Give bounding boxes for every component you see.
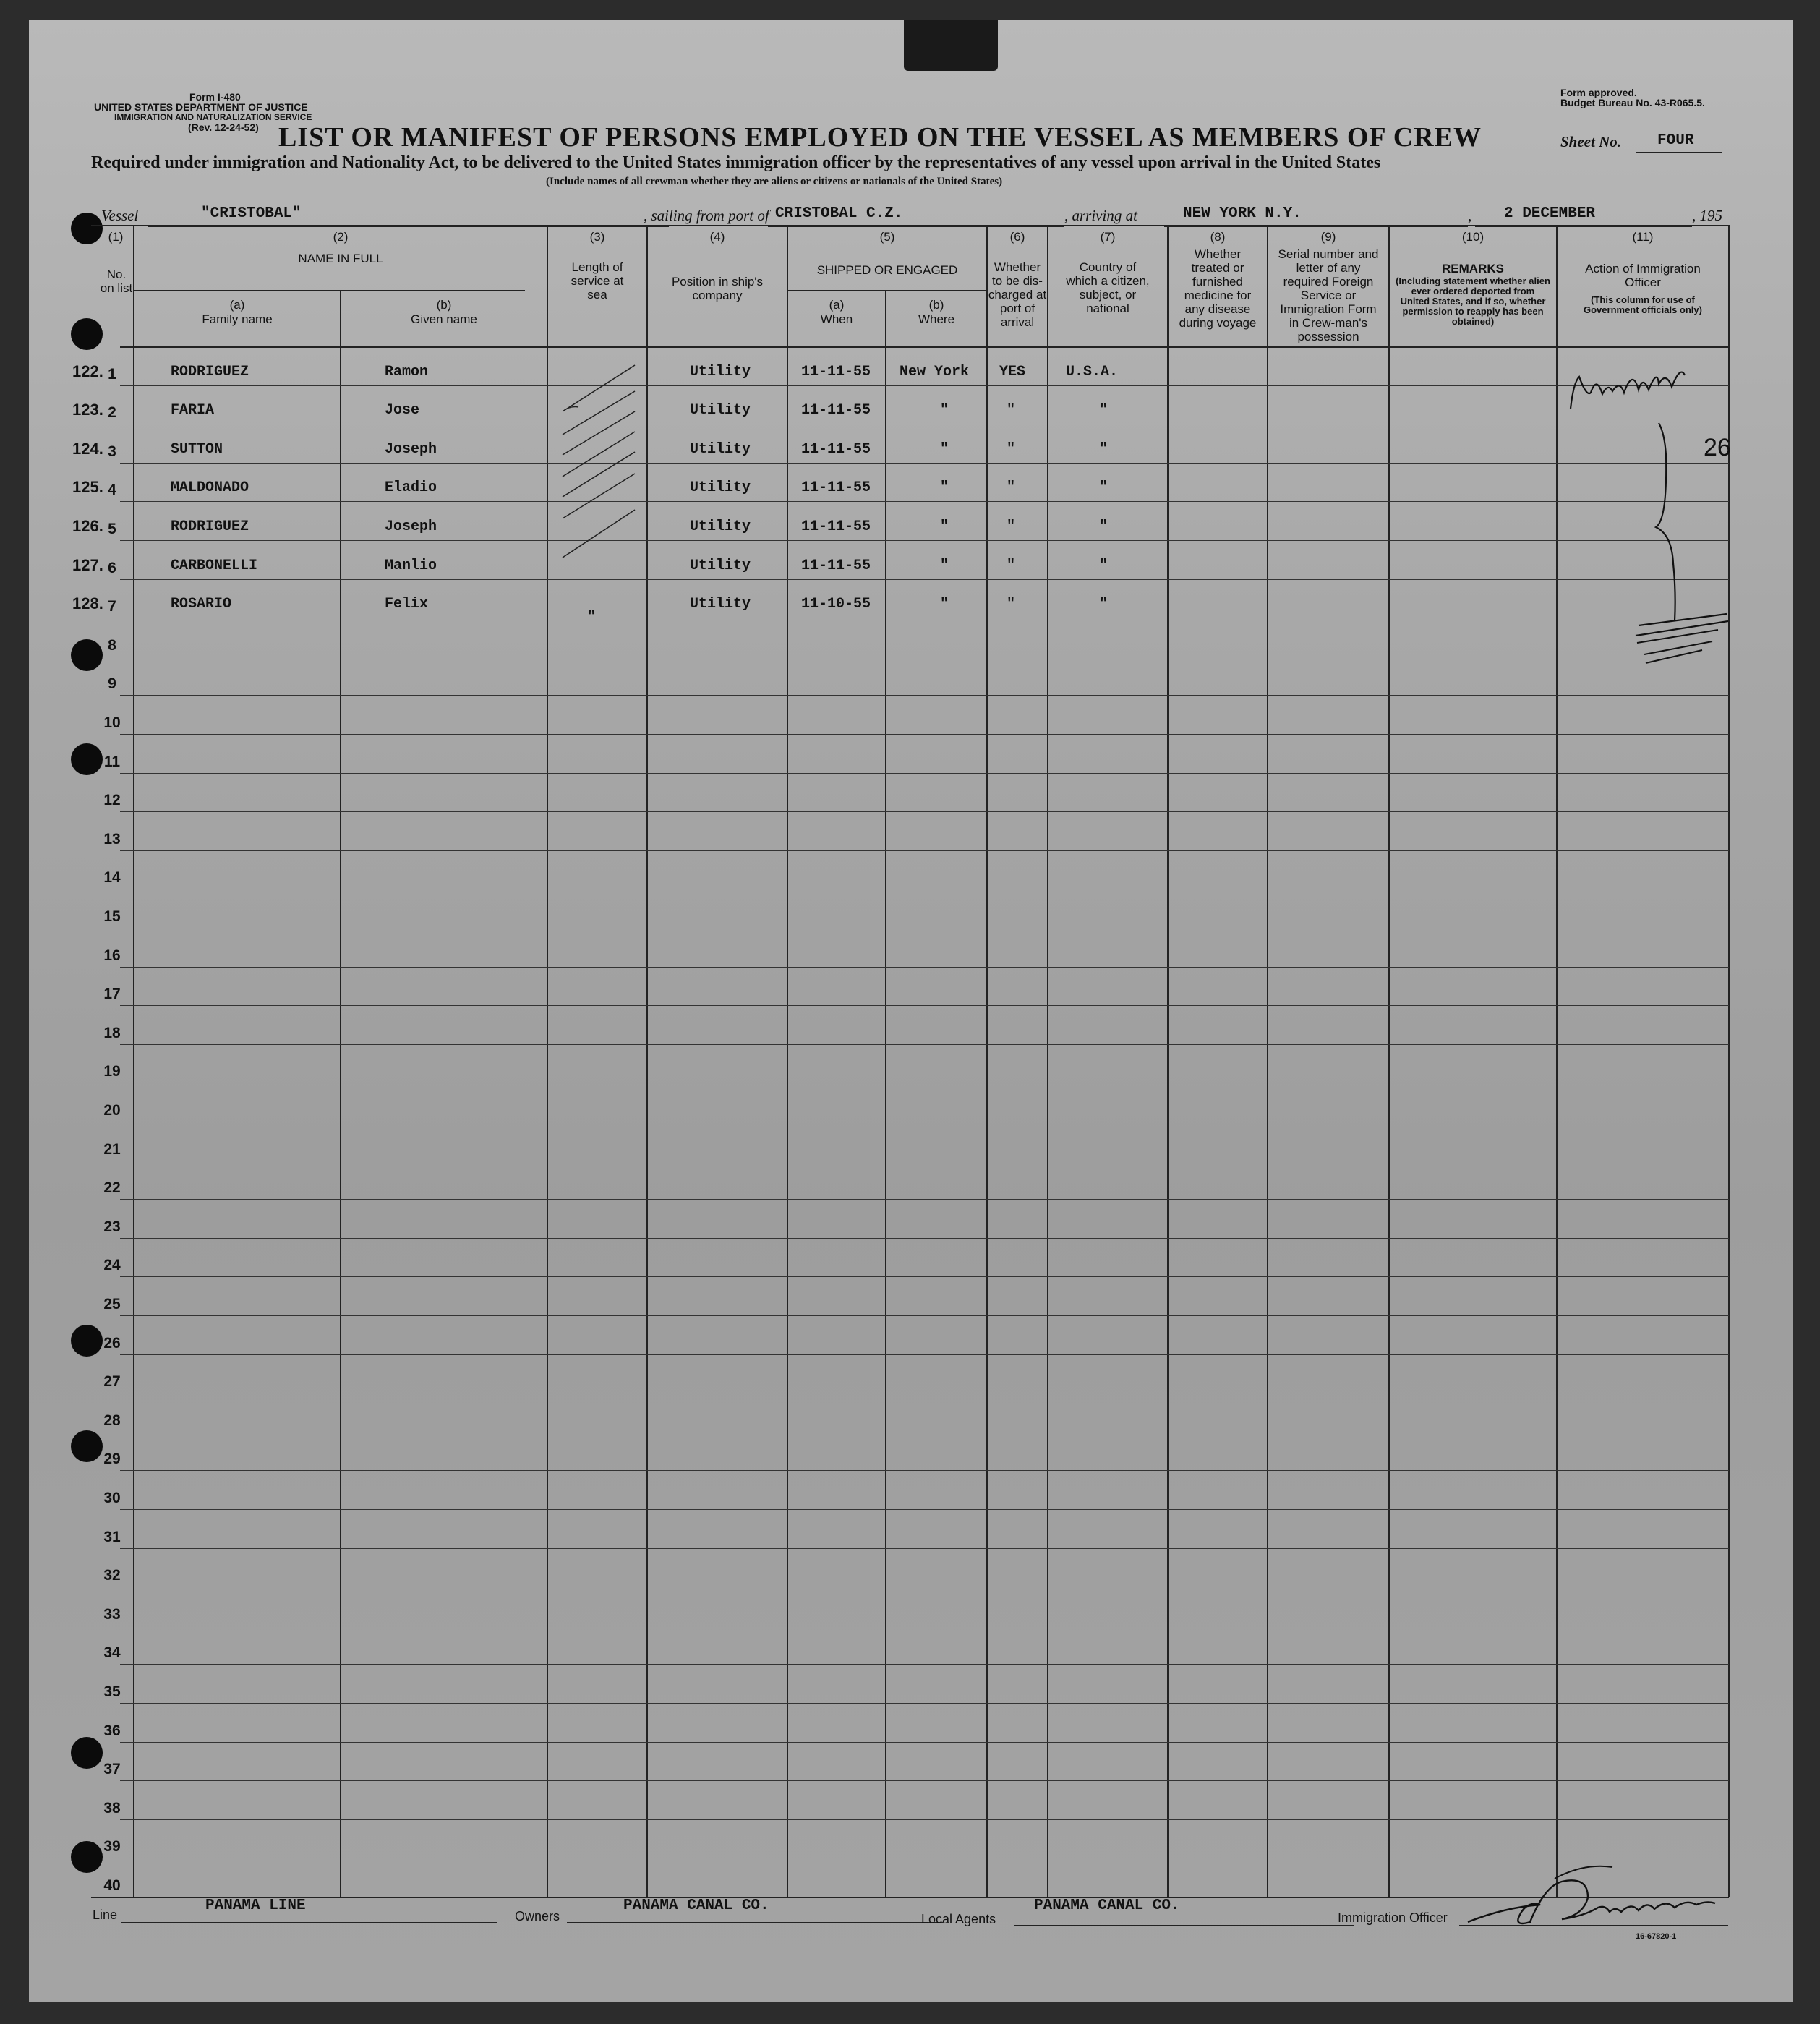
line-value: PANAMA LINE <box>205 1897 306 1914</box>
crew-discharged: " <box>1007 402 1016 419</box>
row-rule <box>120 1742 1729 1743</box>
row-rule <box>120 579 1729 580</box>
row-number: 10 <box>103 714 121 731</box>
row-rule <box>120 734 1729 735</box>
port-of-departure: CRISTOBAL C.Z. <box>775 205 903 222</box>
col8-header: Whether treated or furnished medicine for any disease during voyage <box>1179 247 1257 330</box>
col11-note: (This column for use of Government officials only) <box>1584 294 1702 315</box>
col10-note: (Including statement whether alien ever ordered deported from United States, and if so, whether permission to reapply has been obtained) <box>1396 276 1550 327</box>
row-number: 31 <box>103 1528 121 1545</box>
list-number-prefix: 122. <box>72 362 103 380</box>
arriving-label: , arriving at <box>1064 207 1137 224</box>
row-number: 1 <box>108 365 116 383</box>
row-number: 15 <box>103 908 121 925</box>
officer-signature <box>1461 1857 1735 1929</box>
col7-number: (7) <box>1100 230 1116 244</box>
crew-where: New York <box>900 363 970 380</box>
row-number: 40 <box>103 1877 121 1894</box>
crew-given: Ramon <box>385 363 429 380</box>
sheet-number: FOUR <box>1657 132 1694 149</box>
col2-number: (2) <box>333 230 349 244</box>
crew-discharged: " <box>1007 479 1016 497</box>
row-number: 5 <box>108 521 116 537</box>
crew-when: 11-11-55 <box>801 479 871 497</box>
comma: , <box>1468 207 1472 224</box>
row-rule <box>120 1199 1729 1200</box>
col2-header: NAME IN FULL <box>298 252 383 265</box>
crew-when: 11-11-55 <box>801 363 871 380</box>
row-rule <box>120 1703 1729 1704</box>
row-rule <box>120 463 1729 464</box>
crew-family: FARIA <box>171 402 215 419</box>
crew-position: Utility <box>690 596 751 613</box>
row-rule <box>120 1315 1729 1316</box>
col5a-header: When <box>820 312 853 326</box>
col8-number: (8) <box>1210 230 1226 244</box>
row-number: 2 <box>108 404 116 422</box>
crew-position: Utility <box>690 363 751 380</box>
list-number-prefix: 126. <box>72 517 103 535</box>
crew-when: 11-11-55 <box>801 440 871 458</box>
crew-where: " <box>940 557 949 574</box>
crew-discharged: " <box>1007 557 1016 574</box>
crew-family: RODRIGUEZ <box>171 518 249 535</box>
row-number: 38 <box>103 1799 121 1816</box>
crew-country: " <box>1099 596 1108 613</box>
crew-given: Felix <box>385 596 429 613</box>
col6-number: (6) <box>1009 230 1025 244</box>
col5b-header: Where <box>918 312 955 326</box>
department: UNITED STATES DEPARTMENT OF JUSTICE <box>94 101 308 113</box>
row-rule <box>120 695 1729 696</box>
crew-given: Manlio <box>385 557 437 574</box>
owners-label: Owners <box>515 1909 560 1923</box>
row-number: 18 <box>103 1024 121 1041</box>
row-number: 39 <box>103 1838 121 1856</box>
budget-bureau: Budget Bureau No. 43-R065.5. <box>1560 97 1705 108</box>
row-rule <box>120 1044 1729 1045</box>
crew-family: RODRIGUEZ <box>171 363 249 380</box>
length-of-service-7: " <box>587 609 597 625</box>
row-rule <box>120 385 1729 386</box>
crew-discharged: " <box>1007 518 1016 535</box>
arrival-year: , 195 <box>1692 207 1722 224</box>
owners-value: PANAMA CANAL CO. <box>623 1897 769 1914</box>
row-number: 3 <box>108 443 116 460</box>
row-number: 11 <box>103 753 121 770</box>
row-number: 33 <box>103 1605 121 1623</box>
row-number: 17 <box>103 986 121 1003</box>
punch-hole <box>71 318 103 350</box>
col1-header: No. on list <box>100 268 133 295</box>
col5b-number: (b) <box>928 298 944 312</box>
row-number: 35 <box>103 1683 121 1700</box>
crew-position: Utility <box>690 518 751 535</box>
crew-country: " <box>1099 518 1108 535</box>
row-number: 4 <box>108 482 116 499</box>
row-number: 32 <box>103 1567 121 1584</box>
sailing-label: , sailing from port of <box>644 207 769 224</box>
row-rule <box>120 1005 1729 1006</box>
row-number: 19 <box>103 1063 121 1080</box>
row-number: 29 <box>103 1451 121 1468</box>
col5a-number: (a) <box>829 298 845 312</box>
crew-discharged: " <box>1007 596 1016 613</box>
crew-where: " <box>940 518 949 535</box>
row-rule <box>120 540 1729 541</box>
crew-country: " <box>1099 557 1108 574</box>
col11-number: (11) <box>1632 230 1654 244</box>
crew-discharged: YES <box>999 363 1026 380</box>
row-number: 13 <box>103 830 121 847</box>
row-number: 25 <box>103 1296 121 1312</box>
punch-hole <box>71 213 103 244</box>
row-number: 16 <box>103 947 121 964</box>
crew-when: 11-11-55 <box>801 402 871 419</box>
row-number: 8 <box>108 636 116 654</box>
header-bottom-border <box>120 346 1729 348</box>
row-rule <box>120 1238 1729 1239</box>
row-number: 6 <box>108 559 116 576</box>
crew-given: Joseph <box>385 518 437 535</box>
agents-value: PANAMA CANAL CO. <box>1034 1897 1180 1914</box>
subtitle: Required under immigration and Nationality Act, to be delivered to the United States immigration officer by the representatives of any vessel upon arrival in the United States <box>91 153 1381 172</box>
col6-header: Whether to be dis-charged at port of arrival <box>988 260 1047 329</box>
col10-header: REMARKS <box>1442 262 1504 276</box>
row-number: 34 <box>103 1644 121 1662</box>
revision: (Rev. 12-24-52) <box>188 121 259 133</box>
margin-number: 26 <box>1704 434 1731 461</box>
crew-when: 11-10-55 <box>801 596 871 613</box>
row-number: 22 <box>103 1179 121 1197</box>
page-title: LIST OR MANIFEST OF PERSONS EMPLOYED ON THE VESSEL AS MEMBERS OF CREW <box>278 122 1482 153</box>
col4-number: (4) <box>709 230 725 244</box>
row-number: 28 <box>103 1412 121 1429</box>
crew-position: Utility <box>690 479 751 497</box>
row-rule <box>120 811 1729 812</box>
form-number: Form I-480 <box>189 91 241 103</box>
row-number: 7 <box>108 598 116 615</box>
crew-where: " <box>940 479 949 497</box>
row-number: 24 <box>103 1257 121 1274</box>
vessel-label: Vessel <box>101 207 139 224</box>
crew-position: Utility <box>690 402 751 419</box>
row-rule <box>120 773 1729 774</box>
list-number-prefix: 125. <box>72 478 103 497</box>
col5-number: (5) <box>879 230 895 244</box>
row-rule <box>120 1354 1729 1355</box>
row-number: 37 <box>103 1761 121 1778</box>
row-rule <box>120 1470 1729 1471</box>
crew-country: " <box>1099 402 1108 419</box>
row-number: 12 <box>103 792 121 809</box>
length-of-service-marks <box>548 346 646 650</box>
agents-label: Local Agents <box>921 1912 996 1926</box>
crew-when: 11-11-55 <box>801 518 871 535</box>
col7-header: Country of which a citizen, subject, or national <box>1066 260 1150 315</box>
row-number: 9 <box>108 675 116 693</box>
row-number: 20 <box>103 1102 121 1119</box>
vessel-name: "CRISTOBAL" <box>201 205 302 222</box>
row-number: 26 <box>103 1334 121 1352</box>
crew-when: 11-11-55 <box>801 557 871 574</box>
form-approved: Form approved. <box>1560 87 1637 98</box>
row-number: 36 <box>103 1722 121 1739</box>
crew-where: " <box>940 440 949 458</box>
col4-header: Position in ship's company <box>671 275 764 302</box>
col9-number: (9) <box>1320 230 1336 244</box>
row-number: 27 <box>103 1373 121 1391</box>
port-of-arrival: NEW YORK N.Y. <box>1183 205 1302 222</box>
line-label: Line <box>93 1908 118 1922</box>
officer-initials <box>1558 346 1728 686</box>
row-rule <box>120 1819 1729 1820</box>
sheet-label: Sheet No. <box>1560 133 1621 150</box>
crew-where: " <box>940 596 949 613</box>
print-code: 16-67820-1 <box>1636 1932 1677 1941</box>
list-number-prefix: 128. <box>72 594 103 613</box>
col11-header: Action of Immigration Officer <box>1585 262 1701 289</box>
row-rule <box>120 501 1729 502</box>
col2a-header: Family name <box>202 312 273 326</box>
crew-family: SUTTON <box>171 440 223 458</box>
binder-tab <box>904 20 998 71</box>
row-number: 14 <box>103 869 121 887</box>
row-rule <box>120 1664 1729 1665</box>
row-number: 23 <box>103 1218 121 1235</box>
crew-where: " <box>940 402 949 419</box>
crew-country: " <box>1099 440 1108 458</box>
service: IMMIGRATION AND NATURALIZATION SERVICE <box>114 112 312 122</box>
crew-given: Jose <box>385 402 420 419</box>
row-rule <box>120 1548 1729 1549</box>
row-rule <box>120 1276 1729 1277</box>
row-rule <box>120 850 1729 851</box>
crew-position: Utility <box>690 440 751 458</box>
row-number: 21 <box>103 1140 121 1158</box>
list-number-prefix: 127. <box>72 555 103 574</box>
crew-discharged: " <box>1007 440 1016 458</box>
crew-position: Utility <box>690 557 751 574</box>
col3-number: (3) <box>589 230 605 244</box>
col2b-header: Given name <box>411 312 477 326</box>
row-number: 30 <box>103 1490 121 1506</box>
col5-header: SHIPPED OR ENGAGED <box>816 263 958 277</box>
officer-label: Immigration Officer <box>1338 1910 1448 1925</box>
crew-country: U.S.A. <box>1066 363 1119 380</box>
table-top-border <box>91 225 1729 226</box>
col2b-number: (b) <box>436 298 452 312</box>
col2a-number: (a) <box>229 298 245 312</box>
col3-header: Length of service at sea <box>571 260 624 302</box>
include-note: (Include names of all crewman whether they are aliens or citizens or nationals of the United States) <box>546 176 1003 187</box>
crew-family: CARBONELLI <box>171 557 258 574</box>
crew-family: ROSARIO <box>171 596 232 613</box>
crew-given: Joseph <box>385 440 437 458</box>
row-rule <box>120 1509 1729 1510</box>
col9-header: Serial number and letter of any required Foreign Service or Immigration Form in Crew-man's possession <box>1278 247 1379 343</box>
col10-number: (10) <box>1461 230 1484 244</box>
crew-family: MALDONADO <box>171 479 249 497</box>
row-rule <box>120 967 1729 968</box>
crew-country: " <box>1099 479 1108 497</box>
manifest-sheet <box>29 20 1793 2002</box>
list-number-prefix: 123. <box>72 401 103 419</box>
arrival-date: 2 DECEMBER <box>1504 205 1596 222</box>
row-rule <box>120 1780 1729 1781</box>
col1-number: (1) <box>108 230 124 244</box>
list-number-prefix: 124. <box>72 439 103 458</box>
crew-given: Eladio <box>385 479 437 497</box>
